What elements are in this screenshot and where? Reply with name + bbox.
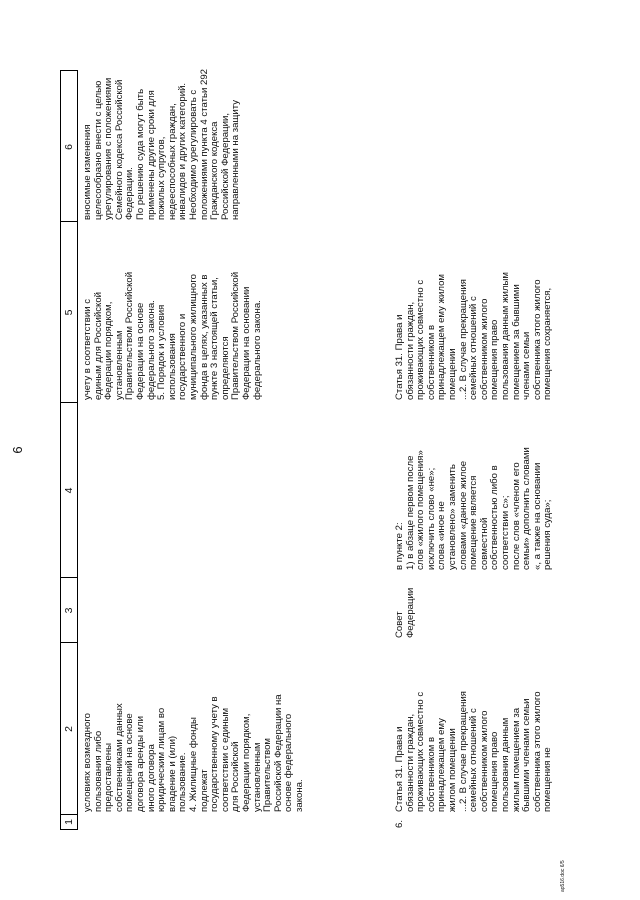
row6-col5-text: Статья 31. Права и обязанности граждан, проживающих совместно с собственником в принадлежащем ему жилом помещении ...2. В случае прекращения семейных отношений с собственником жилого помещения право пользования данным жилым помещением за бывшими членами семьи собственника этого жилого помещения сохраняется, xyxy=(394,272,554,400)
footer-file-code: ар516.doc 6/5 xyxy=(560,860,566,892)
row6-col4-text: в пункте 2: 1) в абзаце первом после слов «жилого помещения» исключить слово «не»; слова «иное не установлено» заменить словами «данное жилое помещение является совместной собственностью либо в соответствии с»; после слов «членом его семьи» дополнить словами «, а также на основании решения суда»; xyxy=(394,447,554,570)
table-header-row xyxy=(60,70,78,830)
header-col-4: 4 xyxy=(63,487,75,494)
cont-col5-text: учету в соответствии с единым для Российской Федерации порядком, установленным Правительством Российской Федерации на основе федерального закона. 5. Порядок и условия использования государственного и муниципального жилищного фонда в целях, указанных в пункте 3 настоящей статьи, определяются Правительством Российской Федерации на основании федерального закона. xyxy=(82,271,263,400)
header-col-2: 2 xyxy=(63,726,75,732)
cont-col2-text: условиях возмездного пользования либо предоставлены собственниками данных помещений на основе договора аренды или иного договора юридическим лицам во владение и (или) пользование. 4. Жилищные фонды подлежат государственному учету в соответствии с единым для Российской Федерации порядком, установленным Правительством Российской Федерации на основе федерального закона. xyxy=(82,694,305,812)
header-col-6: 6 xyxy=(63,144,75,150)
header-col-5: 5 xyxy=(63,309,75,316)
row-number: 6. xyxy=(394,819,405,828)
row6-col3-text: Совет Федерации xyxy=(394,587,416,638)
row6-col2-text: Статья 31. Права и обязанности граждан, проживающих совместно с собственником в принадлежащем ему жилом помещении ...2. В случае прекращения семейных отношений с собственником жилого помещения право пользования данным жилым помещением за бывшими членами семьи собственника этого жилого помещения не xyxy=(394,691,554,812)
cont-col6-text: вносимые изменения целесообразно внести с целью урегулирования с положениями Семейного кодекса Российской Федерации. По решению суда могут быть применены другие сроки для пожилых супругов, недееспособных граждан, инвалидов и других категорий. Необходимо урегулировать с положениями пункта 4 статьи 292 Гражданского кодекса Российской Федерации, направленными на защиту xyxy=(82,69,242,220)
header-col-1: 1 xyxy=(63,819,75,825)
header-col-3: 3 xyxy=(63,607,75,614)
page-number: 6 xyxy=(10,446,25,454)
